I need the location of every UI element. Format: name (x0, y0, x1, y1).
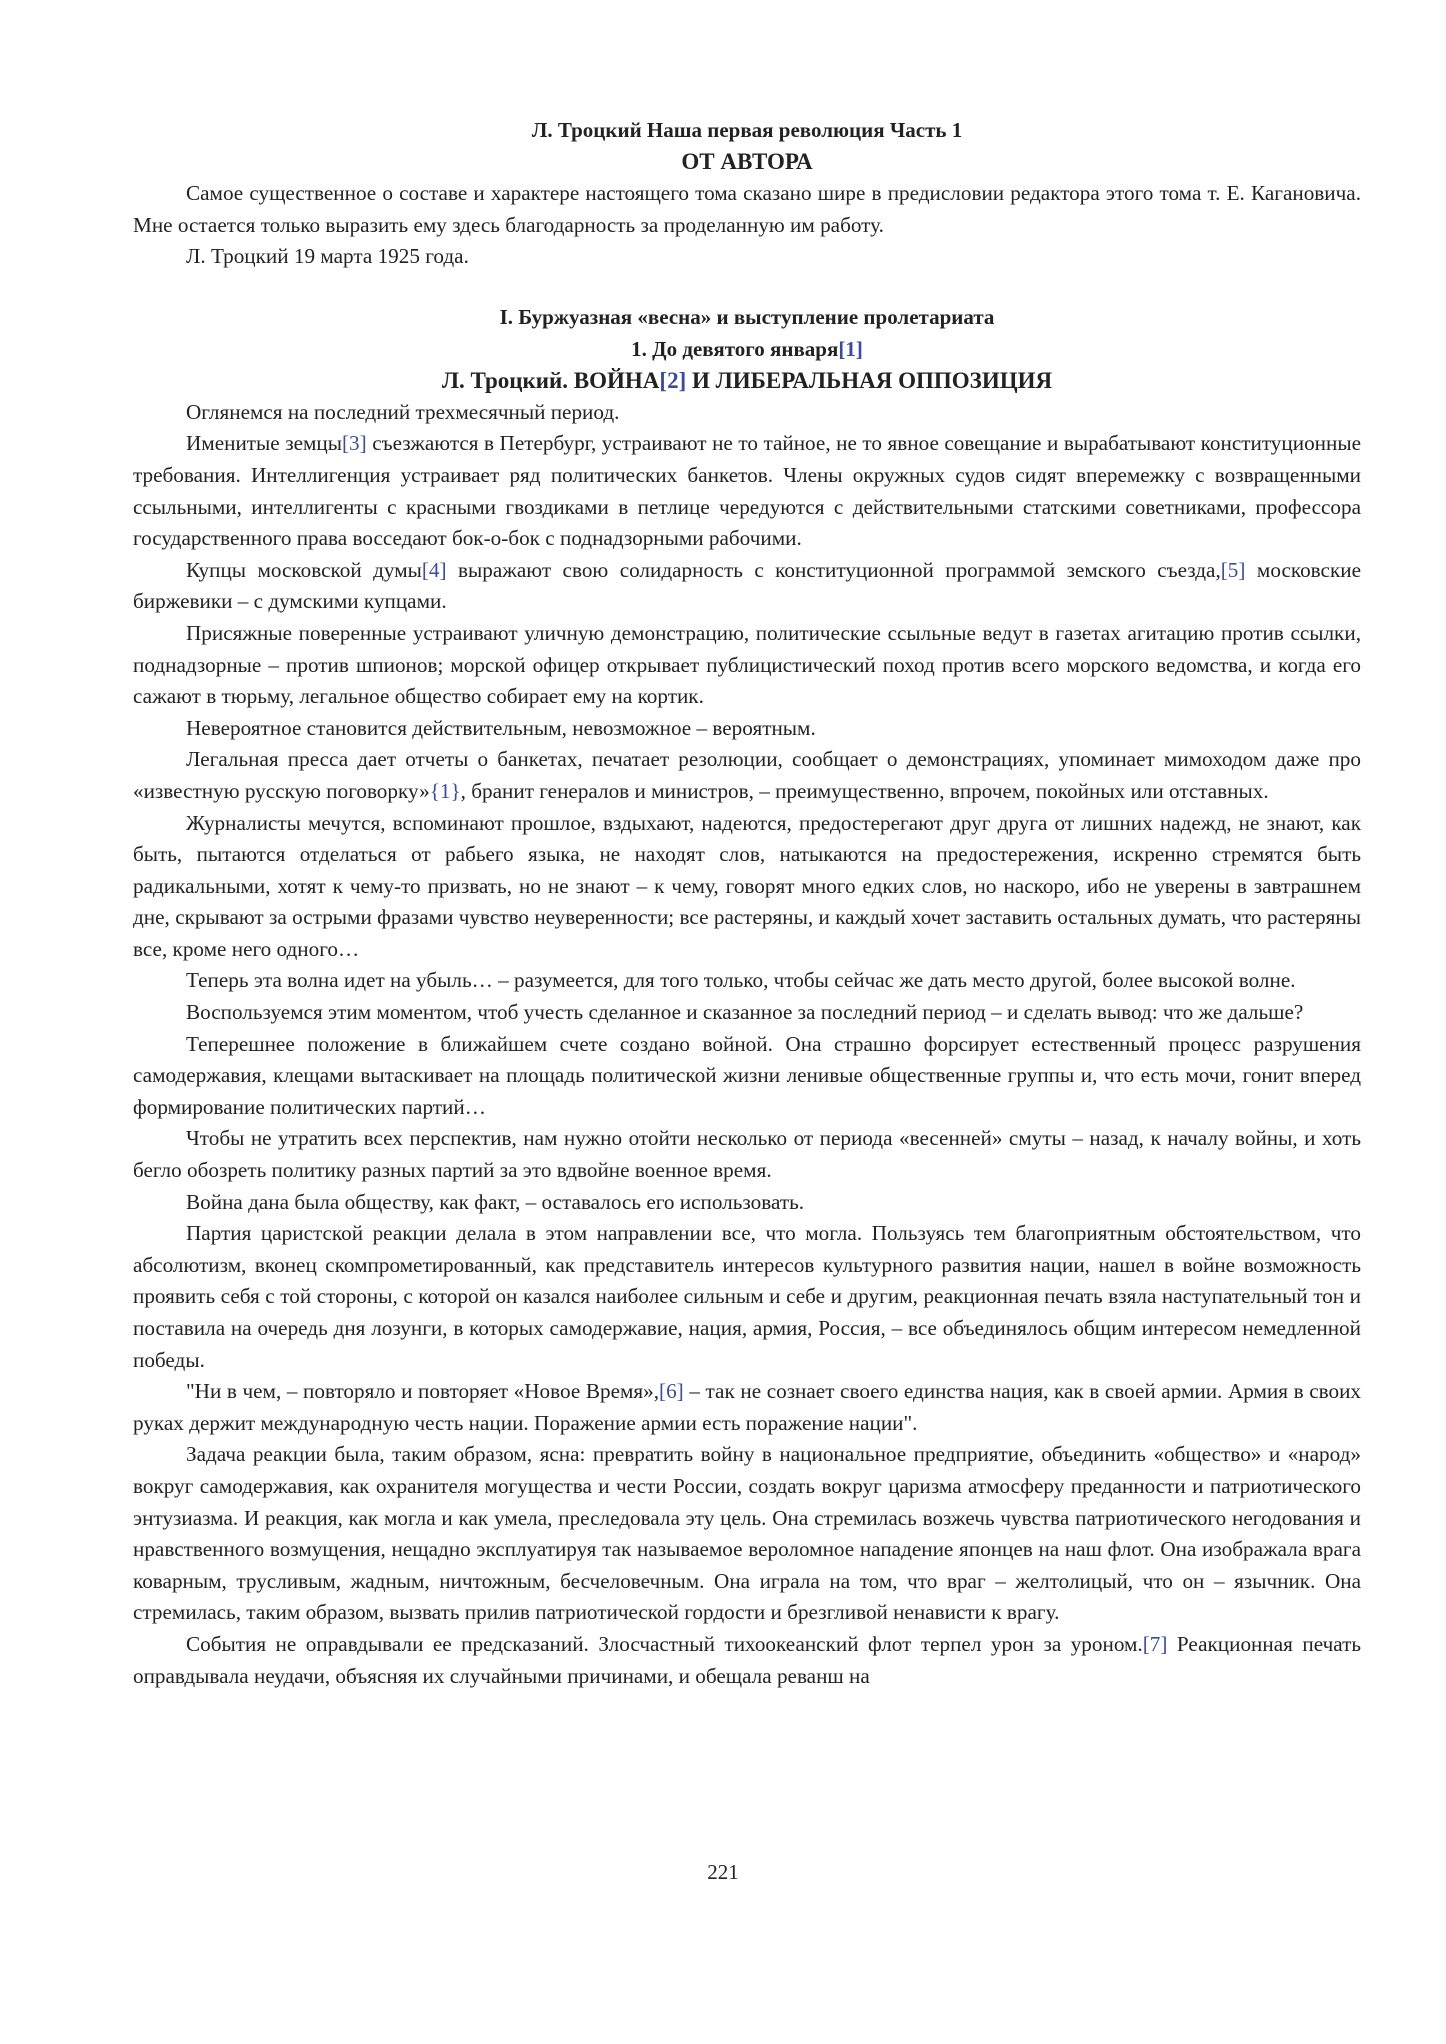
footnote-link-5[interactable]: [5] (1220, 557, 1246, 582)
preface-title: ОТ АВТОРА (681, 149, 813, 174)
text-run: Именитые земцы (186, 431, 342, 456)
paragraph (133, 555, 1361, 618)
page-number: 221 (707, 1860, 739, 1884)
footnote-link-3[interactable]: [3] (341, 431, 367, 456)
footnote-link-1[interactable]: [1] (838, 336, 863, 361)
paragraph: Война дана была обществу, как факт, – оставалось его использовать. (186, 1189, 805, 1214)
preface-paragraph: Самое существенное о составе и характере настоящего тома сказано шире в предисловии редактора этого тома т. Е. Кагановича. Мне остается только выразить ему здесь благодарность за проделанную им работу. (133, 181, 1361, 237)
author-note-link-1[interactable]: {1} (429, 778, 461, 803)
text-run: , бранит генералов и министров, – преимущественно, впрочем, покойных или отставных. (460, 778, 1269, 803)
article-title-suffix: И ЛИБЕРАЛЬНАЯ ОППОЗИЦИЯ (686, 367, 1053, 393)
chapter-title (133, 333, 1361, 365)
paragraph: Партия царистской реакции делала в этом направлении все, что могла. Пользуясь тем благоприятным обстоятельством, что абсолютизм, вконец скомпрометированный, как представитель интересов культурного развития нации, нашел в войне возможность проявить себя с той стороны, с которой он казался наиболее сильным и себе и другим, реакционная печать взяла наступательный тон и поставила на очередь дня лозунги, в которых самодержавие, нация, армия, Россия, – все объединялось общим интересом немедленной победы. (133, 1221, 1361, 1372)
text-run: – так не сознает своего единства нация, как в своей армии. Армия в своих руках держит международную честь нации. Поражение армии есть поражение нации". (133, 1379, 1361, 1435)
paragraph: Воспользуемся этим моментом, чтоб учесть сделанное и сказанное за последний период – и сделать вывод: что же дальше? (186, 1000, 1304, 1025)
paragraph: Присяжные поверенные устраивают уличную демонстрацию, политические ссыльные ведут в газетах агитацию против ссылки, поднадзорные – против шпионов; морской офицер открывает публицистический поход против всего морского ведомства, и когда его сажают в тюрьму, легальное общество собирает ему на кортик. (133, 620, 1361, 709)
footnote-link-7[interactable]: [7] (1142, 1631, 1168, 1656)
text-run: Реакционная печать оправдывала неудачи, объясняя их случайными причинами, и обещала реванш на (133, 1631, 1361, 1688)
footnote-link-4[interactable]: [4] (421, 557, 447, 582)
book-title: Л. Троцкий Наша первая революция Часть 1 (531, 118, 963, 142)
part-title: I. Буржуазная «весна» и выступление пролетариата (499, 304, 995, 329)
preface-signature: Л. Троцкий 19 марта 1925 года. (186, 244, 469, 269)
footnote-link-6[interactable]: [6] (659, 1379, 684, 1404)
paragraph: Теперешнее положение в ближайшем счете создано войной. Она страшно форсирует естественный процесс разрушения самодержавия, клещами вытаскивает на площадь политической жизни ленивые общественные группы и, что есть мочи, гонит вперед формирование политических партий… (133, 1031, 1361, 1119)
paragraph (133, 1629, 1361, 1692)
paragraph (133, 1376, 1361, 1439)
text-run: выражают свою солидарность с конституционной программой земского съезда, (446, 557, 1221, 582)
article-title (133, 365, 1361, 397)
chapter-title-text: 1. До девятого января (631, 336, 839, 361)
article-title-prefix: Л. Троцкий. ВОЙНА (441, 367, 660, 393)
paragraph: Задача реакции была, таким образом, ясна: превратить войну в национальное предприятие, объединить «общество» и «народ» вокруг самодержавия, как охранителя могущества и чести России, создать вокруг царизма атмосферу преданности и патриотического энтузиазма. И реакция, как могла и как умела, преследовала эту цель. Она стремилась возжечь чувства патриотического негодования и нравственного возмущения, нещадно эксплуатируя так называемое вероломное нападение японцев на наш флот. Она изображала врага коварным, трусливым, жадным, ничтожным, бесчеловечным. Она играла на том, что враг – желтолицый, что он – язычник. Она стремилась, таким образом, вызвать прилив патриотической гордости и брезгливой ненависти к врагу. (133, 1442, 1361, 1625)
paragraph: Чтобы не утратить всех перспектив, нам нужно отойти несколько от периода «весенней» смуты – назад, к началу войны, и хоть бегло обозреть политику разных партий за это вдвойне военное время. (133, 1126, 1361, 1183)
text-run: Купцы московской думы (186, 557, 422, 582)
document-page (133, 114, 1361, 1692)
text-run: События не оправдывали ее предсказаний. Злосчастный тихоокеанский флот терпел урон за уроном. (186, 1631, 1143, 1656)
paragraph (133, 744, 1361, 807)
footnote-link-2[interactable]: [2] (659, 367, 687, 393)
paragraph: Оглянемся на последний трехмесячный период. (186, 399, 620, 424)
text-run: "Ни в чем, – повторяло и повторяет «Новое Время», (186, 1379, 660, 1404)
paragraph: Теперь эта волна идет на убыль… – разумеется, для того только, чтобы сейчас же дать место другой, более высокой волне. (186, 968, 1296, 993)
text-run: съезжаются в Петербург, устраивают не то тайное, не то явное совещание и вырабатывают конституционные требования. Интеллигенция устраивает ряд политических банкетов. Члены окружных судов сидят вперемежку с возвращенными ссыльными, интеллигенты с красными гвоздиками в петлице чередуются с действительными статскими советниками, профессора государственного права восседают бок-о-бок с поднадзорными рабочими. (133, 431, 1361, 551)
text-run: Легальная пресса дает отчеты о банкетах, печатает резолюции, сообщает о демонстрациях, упоминает мимоходом даже про «известную русскую поговорку» (133, 747, 1361, 803)
paragraph (133, 428, 1361, 554)
paragraph: Журналисты мечутся, вспоминают прошлое, вздыхают, надеются, предостерегают друг друга от лишних надежд, не знают, как быть, пытаются отделаться от рабьего языка, не находят слов, натыкаются на предостережения, искренно стремятся быть радикальными, хотят к чему-то призвать, но не знают – к чему, говорят много едких слов, но наскоро, ибо не уверены в завтрашнем дне, скрывают за острыми фразами чувство неуверенности; все растеряны, и каждый хочет заставить остальных думать, что растеряны все, кроме него одного… (133, 810, 1361, 961)
text-run: московские биржевики – с думскими купцами. (133, 557, 1361, 614)
paragraph: Невероятное становится действительным, невозможное – вероятным. (186, 715, 816, 740)
